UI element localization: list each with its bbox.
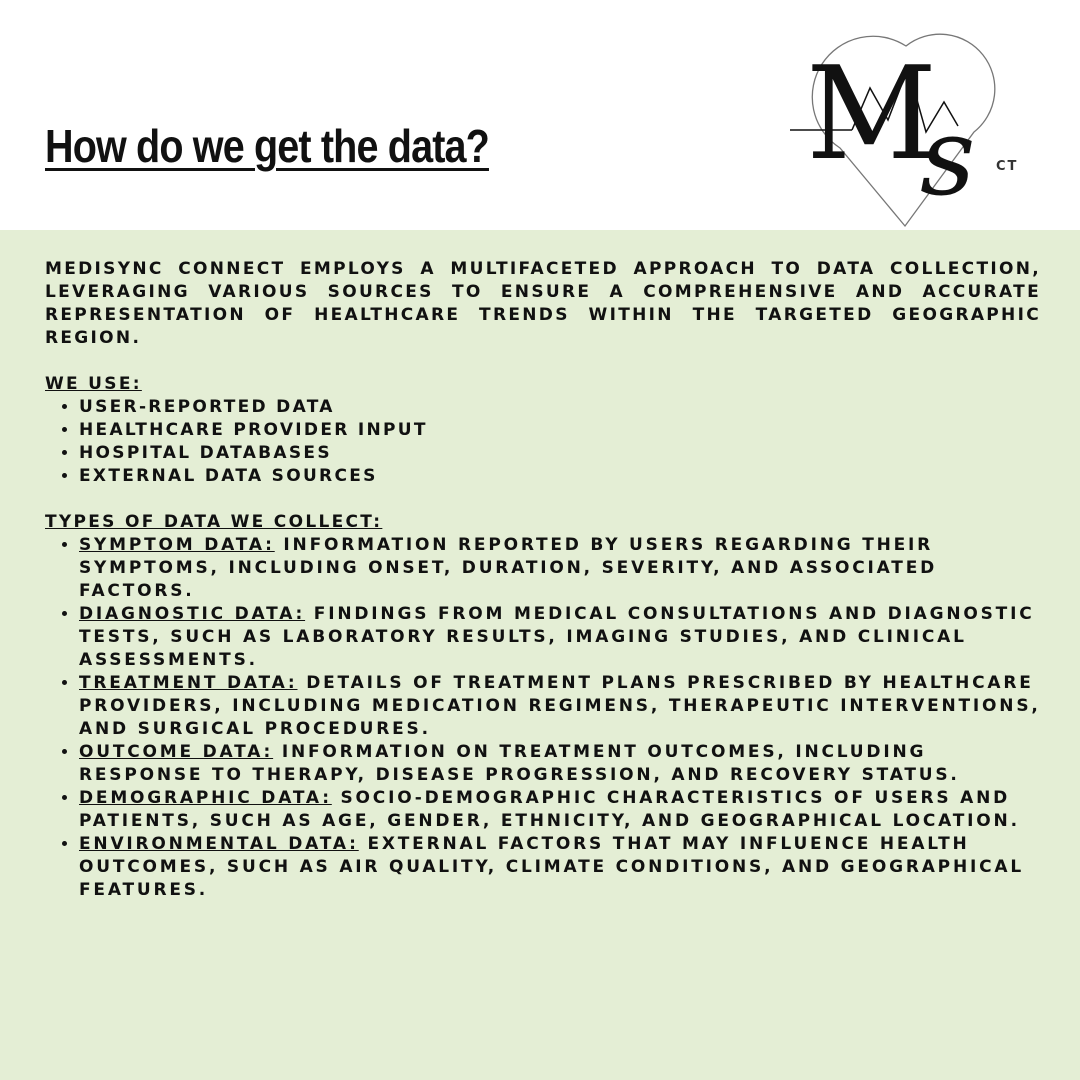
data-type-item	[79, 534, 1041, 603]
intro-paragraph: MEDISYNC CONNECT EMPLOYS A MULTIFACETED APPROACH TO DATA COLLECTION, LEVERAGING VARIOUS SOURCES TO ENSURE A COMPREHENSIVE AND ACCURATE REPRESENTATION OF HEALTHCARE TRENDS WITHIN THE TARGETED GEOGRAPHIC REGION.	[45, 259, 1041, 348]
data-type-label: DEMOGRAPHIC DATA:	[79, 788, 332, 808]
data-type-label: OUTCOME DATA:	[79, 742, 274, 762]
we-use-list	[45, 396, 1041, 488]
data-type-description: EXTERNAL FACTORS THAT MAY INFLUENCE HEALTH OUTCOMES, SUCH AS AIR QUALITY, CLIMATE CONDITIONS, AND GEOGRAPHICAL FEATURES.	[79, 834, 1024, 900]
data-type-item	[79, 833, 1041, 902]
we-use-label: WE USE:	[45, 374, 142, 394]
data-type-description: SOCIO-DEMOGRAPHIC CHARACTERISTICS OF USERS AND PATIENTS, SUCH AS AGE, GENDER, ETHNICITY, AND GEOGRAPHICAL LOCATION.	[79, 788, 1020, 831]
svg-text:s: s	[920, 95, 976, 220]
data-type-item	[79, 787, 1041, 833]
data-types-label: TYPES OF DATA WE COLLECT:	[45, 512, 383, 532]
list-item: • EXTERNAL DATA SOURCES	[79, 465, 1041, 488]
content-panel	[0, 230, 1080, 1080]
data-types-list	[45, 534, 1041, 902]
logo-suffix: CT	[996, 159, 1019, 174]
data-type-description: DETAILS OF TREATMENT PLANS PRESCRIBED BY HEALTHCARE PROVIDERS, INCLUDING MEDICATION REGIMENS, THERAPEUTIC INTERVENTIONS, AND SURGICAL PROCEDURES.	[79, 673, 1041, 739]
data-type-description: INFORMATION ON TREATMENT OUTCOMES, INCLUDING RESPONSE TO THERAPY, DISEASE PROGRESSION, AND RECOVERY STATUS.	[79, 742, 960, 785]
svg-text:M: M	[806, 40, 938, 189]
data-type-description: FINDINGS FROM MEDICAL CONSULTATIONS AND DIAGNOSTIC TESTS, SUCH AS LABORATORY RESULTS, IMAGING STUDIES, AND CLINICAL ASSESSMENTS.	[79, 604, 1035, 670]
list-item: • HOSPITAL DATABASES	[79, 442, 1041, 465]
data-type-item	[79, 741, 1041, 787]
list-item: • USER-REPORTED DATA	[79, 396, 1041, 419]
list-item: • HEALTHCARE PROVIDER INPUT	[79, 419, 1041, 442]
data-type-label: SYMPTOM DATA:	[79, 535, 275, 555]
content-text	[45, 258, 1041, 902]
data-type-item	[79, 603, 1041, 672]
data-type-description: INFORMATION REPORTED BY USERS REGARDING THEIR SYMPTOMS, INCLUDING ONSET, DURATION, SEVERITY, AND ASSOCIATED FACTORS.	[79, 535, 938, 601]
data-type-item	[79, 672, 1041, 741]
page-title: How do we get the data?	[45, 120, 489, 172]
data-type-label: DIAGNOSTIC DATA:	[79, 604, 306, 624]
header	[0, 0, 1080, 230]
brand-logo	[788, 28, 1038, 228]
data-type-label: TREATMENT DATA:	[79, 673, 298, 693]
data-type-label: ENVIRONMENTAL DATA:	[79, 834, 359, 854]
